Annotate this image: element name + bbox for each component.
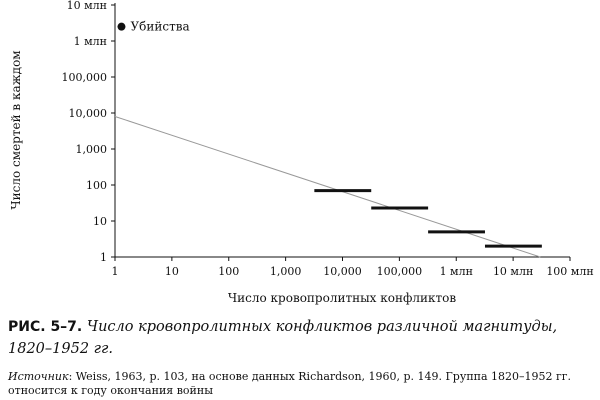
- x-tick-label: 1: [111, 265, 119, 278]
- axes: [115, 3, 570, 257]
- x-tick-label: 1,000: [269, 265, 302, 278]
- chart-marks: [115, 20, 542, 257]
- source-text: : Weiss, 1963, p. 103, на основе данных Richardson, 1960, p. 149. Группа 1820–1952 гг. относится к году окончания войны: [8, 370, 572, 397]
- y-tick-label: 10: [93, 215, 107, 228]
- x-tick-label: 100,000: [376, 265, 423, 278]
- x-tick-label: 10: [164, 265, 179, 278]
- x-axis-ticks: [112, 257, 594, 278]
- y-tick-label: 1 млн: [73, 35, 107, 48]
- x-axis-label: Число кровопролитных конфликтов: [227, 291, 457, 305]
- figure-source: [8, 370, 600, 398]
- x-tick-label: 1 млн: [439, 265, 473, 278]
- x-tick-label: 10,000: [323, 265, 362, 278]
- homicide-point-label: Убийства: [130, 19, 190, 34]
- y-tick-label: 1: [100, 251, 107, 264]
- x-tick-label: 10 млн: [492, 265, 534, 278]
- x-tick-label: 100 млн: [546, 265, 594, 278]
- y-tick-label: 10 млн: [66, 0, 107, 12]
- source-label: Источник: [8, 370, 69, 383]
- figure-number: РИС. 5–7.: [8, 319, 83, 335]
- y-tick-label: 10,000: [68, 107, 107, 120]
- figure-caption: [8, 316, 598, 360]
- y-axis-ticks: [62, 0, 116, 264]
- figure-title: Число кровопролитных конфликтов различной магнитуды, 1820–1952 гг.: [8, 319, 558, 357]
- x-tick-label: 100: [218, 265, 240, 278]
- y-tick-label: 100,000: [61, 71, 107, 84]
- y-axis-label: Число смертей в каждом: [9, 50, 23, 210]
- y-tick-label: 1,000: [75, 143, 107, 156]
- homicide-point: [117, 23, 125, 31]
- y-tick-label: 100: [86, 179, 107, 192]
- trend-line: [115, 116, 540, 257]
